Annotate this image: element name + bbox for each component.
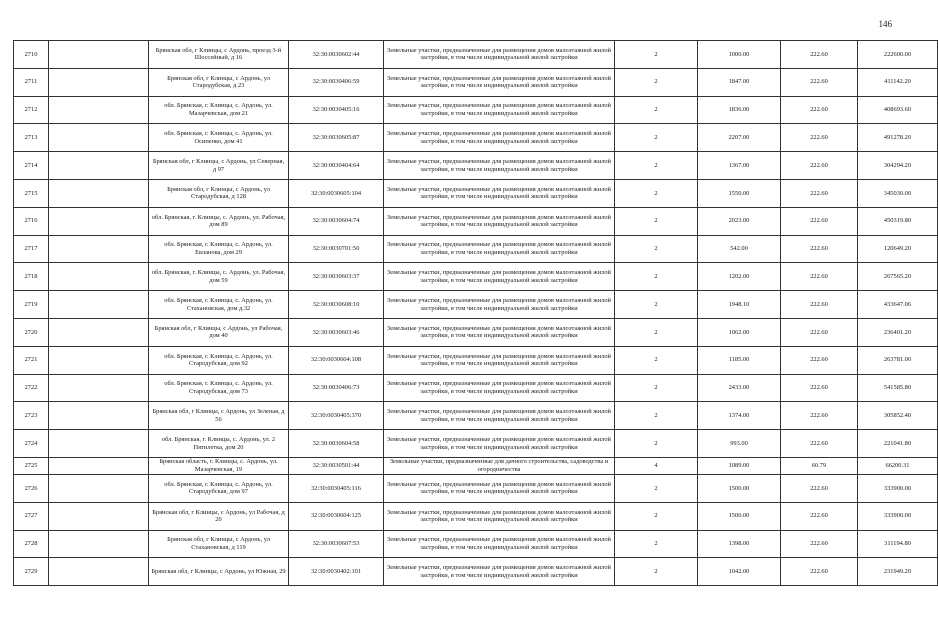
address-cell: обл. Брянская, г. Клинцы, с. Ардонь, ул. Стародубская, дом 97	[149, 474, 289, 502]
permitted-use-cell: Земельные участки, предназначенные для размещения домов малоэтажной жилой застройки, в том числе индивидуальной жилой застройки	[384, 502, 615, 530]
empty-cell	[49, 124, 149, 152]
cadastral-number-cell: 32:30:0030605:104	[289, 179, 384, 207]
address-cell: обл. Брянская, г. Клинцы, с. Ардонь, ул. Евланова, дом 29	[149, 235, 289, 263]
rate-cell: 222.60	[781, 502, 858, 530]
table-row	[14, 152, 938, 180]
permitted-use-cell: Земельные участки, предназначенные для размещения домов малоэтажной жилой застройки, в том числе индивидуальной жилой застройки	[384, 474, 615, 502]
row-number-cell: 2723	[14, 402, 49, 430]
row-number-cell: 2715	[14, 179, 49, 207]
area-cell: 1367.00	[698, 152, 781, 180]
empty-cell	[49, 263, 149, 291]
table-row	[14, 402, 938, 430]
category-cell: 2	[615, 502, 698, 530]
table-row	[14, 318, 938, 346]
cadastral-cost-cell: 263781.00	[858, 346, 938, 374]
empty-cell	[49, 457, 149, 474]
rate-cell: 222.60	[781, 558, 858, 586]
table-row	[14, 207, 938, 235]
address-cell: обл. Брянская, г. Клинцы, с. Ардонь, ул. Стахановская, дом д.32	[149, 291, 289, 319]
permitted-use-cell: Земельные участки, предназначенные для размещения домов малоэтажной жилой застройки, в том числе индивидуальной жилой застройки	[384, 179, 615, 207]
rate-cell: 222.60	[781, 430, 858, 458]
rate-cell: 222.60	[781, 291, 858, 319]
empty-cell	[49, 346, 149, 374]
rate-cell: 222.60	[781, 346, 858, 374]
empty-cell	[49, 558, 149, 586]
empty-cell	[49, 207, 149, 235]
address-cell: обл. Брянская, г. Клинцы, с. Ардонь, ул. Рабочая, дом 89	[149, 207, 289, 235]
rate-cell: 222.60	[781, 207, 858, 235]
category-cell: 2	[615, 124, 698, 152]
area-cell: 1500.00	[698, 474, 781, 502]
empty-cell	[49, 430, 149, 458]
permitted-use-cell: Земельные участки, предназначенные для размещения домов малоэтажной жилой застройки, в том числе индивидуальной жилой застройки	[384, 96, 615, 124]
empty-cell	[49, 68, 149, 96]
permitted-use-cell: Земельные участки, предназначенные для размещения домов малоэтажной жилой застройки, в том числе индивидуальной жилой застройки	[384, 558, 615, 586]
area-cell: 1202.00	[698, 263, 781, 291]
rate-cell: 222.60	[781, 152, 858, 180]
table-row	[14, 179, 938, 207]
area-cell: 1062.00	[698, 318, 781, 346]
table-row	[14, 235, 938, 263]
cadastral-cost-cell: 236401.20	[858, 318, 938, 346]
area-cell: 542.00	[698, 235, 781, 263]
address-cell: Брянская обл, г Клинцы, с Ардонь, ул Рабочая, д 20	[149, 502, 289, 530]
rate-cell: 222.60	[781, 402, 858, 430]
permitted-use-cell: Земельные участки, предназначенные для размещения домов малоэтажной жилой застройки, в том числе индивидуальной жилой застройки	[384, 402, 615, 430]
cadastral-number-cell: 32:30:0030602:44	[289, 41, 384, 69]
rate-cell: 222.60	[781, 96, 858, 124]
address-cell: обл. Брянская, г. Клинцы, с. Ардонь, ул. Рабочая, дом 59	[149, 263, 289, 291]
row-number-cell: 2713	[14, 124, 49, 152]
category-cell: 2	[615, 263, 698, 291]
area-cell: 1550.00	[698, 179, 781, 207]
cadastral-number-cell: 32:30:0030405:116	[289, 474, 384, 502]
row-number-cell: 2717	[14, 235, 49, 263]
rate-cell: 222.60	[781, 124, 858, 152]
row-number-cell: 2725	[14, 457, 49, 474]
address-cell: Брянская обл, г Клинцы, с Ардонь, ул Зеленая, д 56	[149, 402, 289, 430]
category-cell: 2	[615, 402, 698, 430]
address-cell: Брянская область, г. Клинцы, с. Ардонь, ул. Мазарчевская, 19	[149, 457, 289, 474]
permitted-use-cell: Земельные участки, предназначенные для размещения домов малоэтажной жилой застройки, в том числе индивидуальной жилой застройки	[384, 291, 615, 319]
cadastral-number-cell: 32:30:0030405:16	[289, 96, 384, 124]
address-cell: обл. Брянская, г. Клинцы, с. Ардонь, ул. 2 Пятилетка, дом 20	[149, 430, 289, 458]
permitted-use-cell: Земельные участки, предназначенные для размещения домов малоэтажной жилой застройки, в том числе индивидуальной жилой застройки	[384, 207, 615, 235]
row-number-cell: 2712	[14, 96, 49, 124]
row-number-cell: 2721	[14, 346, 49, 374]
permitted-use-cell: Земельные участки, предназначенные для размещения домов малоэтажной жилой застройки, в том числе индивидуальной жилой застройки	[384, 374, 615, 402]
table-row	[14, 263, 938, 291]
cadastral-cost-cell: 345030.00	[858, 179, 938, 207]
rate-cell: 222.60	[781, 179, 858, 207]
address-cell: Брянская обл, г Клинцы, с Ардонь, проезд 3-й Шоссейный, д 16	[149, 41, 289, 69]
page-number: 146	[878, 19, 892, 29]
row-number-cell: 2722	[14, 374, 49, 402]
empty-cell	[49, 41, 149, 69]
address-cell: Брянская обл, г Клинцы, с Ардонь, ул Стародубская, д 23	[149, 68, 289, 96]
category-cell: 2	[615, 96, 698, 124]
empty-cell	[49, 530, 149, 558]
permitted-use-cell: Земельные участки, предназначенные для размещения домов малоэтажной жилой застройки, в том числе индивидуальной жилой застройки	[384, 41, 615, 69]
category-cell: 2	[615, 41, 698, 69]
category-cell: 2	[615, 179, 698, 207]
cadastral-number-cell: 32:30:0030605:87	[289, 124, 384, 152]
row-number-cell: 2718	[14, 263, 49, 291]
empty-cell	[49, 179, 149, 207]
rate-cell: 60.79	[781, 457, 858, 474]
table-body	[14, 41, 938, 586]
area-cell: 1185.00	[698, 346, 781, 374]
empty-cell	[49, 235, 149, 263]
category-cell: 2	[615, 68, 698, 96]
cadastral-number-cell: 32:30:0030405:370	[289, 402, 384, 430]
cadastral-cost-cell: 267565.20	[858, 263, 938, 291]
permitted-use-cell: Земельные участки, предназначенные для размещения домов малоэтажной жилой застройки, в том числе индивидуальной жилой застройки	[384, 152, 615, 180]
row-number-cell: 2719	[14, 291, 49, 319]
rate-cell: 222.60	[781, 41, 858, 69]
cadastral-cost-cell: 450319.80	[858, 207, 938, 235]
rate-cell: 222.60	[781, 318, 858, 346]
cadastral-cost-cell: 408693.60	[858, 96, 938, 124]
permitted-use-cell: Земельные участки, предназначенные для размещения домов малоэтажной жилой застройки, в том числе индивидуальной жилой застройки	[384, 430, 615, 458]
category-cell: 2	[615, 558, 698, 586]
permitted-use-cell: Земельные участки, предназначенные для размещения домов малоэтажной жилой застройки, в том числе индивидуальной жилой застройки	[384, 263, 615, 291]
category-cell: 2	[615, 374, 698, 402]
rate-cell: 222.60	[781, 235, 858, 263]
table-row	[14, 346, 938, 374]
table-row	[14, 96, 938, 124]
category-cell: 2	[615, 346, 698, 374]
table-row	[14, 430, 938, 458]
address-cell: Брянская обл, г Клинцы, с Ардонь, ул Южная, 29	[149, 558, 289, 586]
row-number-cell: 2710	[14, 41, 49, 69]
cadastral-cost-cell: 491278.20	[858, 124, 938, 152]
area-cell: 993.00	[698, 430, 781, 458]
permitted-use-cell: Земельные участки, предназначенные для размещения домов малоэтажной жилой застройки, в том числе индивидуальной жилой застройки	[384, 318, 615, 346]
cadastral-number-cell: 32:30:0030603:37	[289, 263, 384, 291]
cadastral-cost-cell: 333900.00	[858, 474, 938, 502]
cadastral-number-cell: 32:30:0030604:58	[289, 430, 384, 458]
cadastral-number-cell: 32:30:0030406:59	[289, 68, 384, 96]
empty-cell	[49, 474, 149, 502]
cadastral-cost-cell: 120649.20	[858, 235, 938, 263]
rate-cell: 222.60	[781, 474, 858, 502]
cadastral-cost-cell: 304294.20	[858, 152, 938, 180]
area-cell: 2023.00	[698, 207, 781, 235]
area-cell: 1000.00	[698, 41, 781, 69]
address-cell: обл. Брянская, г. Клинцы, с. Ардонь, ул. Осипенко, дом 41	[149, 124, 289, 152]
row-number-cell: 2714	[14, 152, 49, 180]
cadastral-number-cell: 32:30:0030603:46	[289, 318, 384, 346]
area-cell: 1089.00	[698, 457, 781, 474]
address-cell: Брянская обл, г Клинцы, с Ардонь, ул Стахановская, д 119	[149, 530, 289, 558]
address-cell: Брянская обл, г Клинцы, с Ардонь, ул Стародубская, д 128	[149, 179, 289, 207]
table-row	[14, 530, 938, 558]
category-cell: 4	[615, 457, 698, 474]
area-cell: 1836.00	[698, 96, 781, 124]
table-row	[14, 474, 938, 502]
permitted-use-cell: Земельные участки, предназначенные для размещения домов малоэтажной жилой застройки, в том числе индивидуальной жилой застройки	[384, 346, 615, 374]
empty-cell	[49, 402, 149, 430]
address-cell: обл. Брянская, г. Клинцы, с. Ардонь, ул. Мазарчевская, дом 21	[149, 96, 289, 124]
row-number-cell: 2729	[14, 558, 49, 586]
table-row	[14, 41, 938, 69]
cadastral-cost-cell: 311194.80	[858, 530, 938, 558]
category-cell: 2	[615, 474, 698, 502]
permitted-use-cell: Земельные участки, предназначенные для размещения домов малоэтажной жилой застройки, в том числе индивидуальной жилой застройки	[384, 530, 615, 558]
category-cell: 2	[615, 318, 698, 346]
address-cell: Брянская обл, г Клинцы, с Ардонь, ул Рабочая, дом 40	[149, 318, 289, 346]
empty-cell	[49, 318, 149, 346]
row-number-cell: 2728	[14, 530, 49, 558]
category-cell: 2	[615, 430, 698, 458]
cadastral-cost-cell: 231949.20	[858, 558, 938, 586]
table-row	[14, 457, 938, 474]
row-number-cell: 2711	[14, 68, 49, 96]
category-cell: 2	[615, 152, 698, 180]
cadastral-number-cell: 32:30:0030604:125	[289, 502, 384, 530]
permitted-use-cell: Земельные участки, предназначенные для размещения домов малоэтажной жилой застройки, в том числе индивидуальной жилой застройки	[384, 235, 615, 263]
area-cell: 1398.00	[698, 530, 781, 558]
row-number-cell: 2724	[14, 430, 49, 458]
category-cell: 2	[615, 207, 698, 235]
category-cell: 2	[615, 235, 698, 263]
empty-cell	[49, 502, 149, 530]
cadastral-cost-cell: 222600.00	[858, 41, 938, 69]
cadastral-cost-cell: 221041.80	[858, 430, 938, 458]
cadastral-cost-cell: 433647.06	[858, 291, 938, 319]
cadastral-number-cell: 32:30:0030604:108	[289, 346, 384, 374]
rate-cell: 222.60	[781, 68, 858, 96]
address-cell: обл. Брянская, г. Клинцы, с. Ардонь, ул. Стародубская, дом 73	[149, 374, 289, 402]
category-cell: 2	[615, 291, 698, 319]
empty-cell	[49, 96, 149, 124]
table-row	[14, 291, 938, 319]
table-row	[14, 502, 938, 530]
cadastral-cost-cell: 333900.00	[858, 502, 938, 530]
area-cell: 1374.00	[698, 402, 781, 430]
area-cell: 2433.00	[698, 374, 781, 402]
area-cell: 1500.00	[698, 502, 781, 530]
empty-cell	[49, 374, 149, 402]
row-number-cell: 2716	[14, 207, 49, 235]
cadastral-cost-cell: 541585.80	[858, 374, 938, 402]
address-cell: Брянская обл, г Клинцы, с Ардонь, ул Северная, д 97	[149, 152, 289, 180]
cadastral-cost-cell: 66200.31	[858, 457, 938, 474]
area-cell: 2207.00	[698, 124, 781, 152]
area-cell: 1948.10	[698, 291, 781, 319]
permitted-use-cell: Земельные участки, предназначенные для дачного строительства, садоводства и огородничества	[384, 457, 615, 474]
table-row	[14, 374, 938, 402]
area-cell: 1042.00	[698, 558, 781, 586]
cadastral-cost-cell: 305852.40	[858, 402, 938, 430]
cadastral-cost-cell: 411142.20	[858, 68, 938, 96]
cadastral-number-cell: 32:30:0030402:101	[289, 558, 384, 586]
land-registry-table	[13, 40, 938, 586]
rate-cell: 222.60	[781, 530, 858, 558]
table-row	[14, 68, 938, 96]
permitted-use-cell: Земельные участки, предназначенные для размещения домов малоэтажной жилой застройки, в том числе индивидуальной жилой застройки	[384, 68, 615, 96]
address-cell: обл. Брянская, г. Клинцы, с. Ардонь, ул. Стародубская, дом 92	[149, 346, 289, 374]
cadastral-number-cell: 32:30:0030404:64	[289, 152, 384, 180]
table-row	[14, 124, 938, 152]
cadastral-number-cell: 32:30:0030701:50	[289, 235, 384, 263]
empty-cell	[49, 291, 149, 319]
cadastral-number-cell: 32:30:0030501:44	[289, 457, 384, 474]
cadastral-number-cell: 32:30:0030406:73	[289, 374, 384, 402]
row-number-cell: 2727	[14, 502, 49, 530]
table-row	[14, 558, 938, 586]
category-cell: 2	[615, 530, 698, 558]
area-cell: 1847.00	[698, 68, 781, 96]
cadastral-number-cell: 32:30:0030608:10	[289, 291, 384, 319]
cadastral-number-cell: 32:30:0030607:53	[289, 530, 384, 558]
rate-cell: 222.60	[781, 374, 858, 402]
rate-cell: 222.60	[781, 263, 858, 291]
empty-cell	[49, 152, 149, 180]
permitted-use-cell: Земельные участки, предназначенные для размещения домов малоэтажной жилой застройки, в том числе индивидуальной жилой застройки	[384, 124, 615, 152]
cadastral-number-cell: 32:30:0030604:74	[289, 207, 384, 235]
row-number-cell: 2720	[14, 318, 49, 346]
row-number-cell: 2726	[14, 474, 49, 502]
